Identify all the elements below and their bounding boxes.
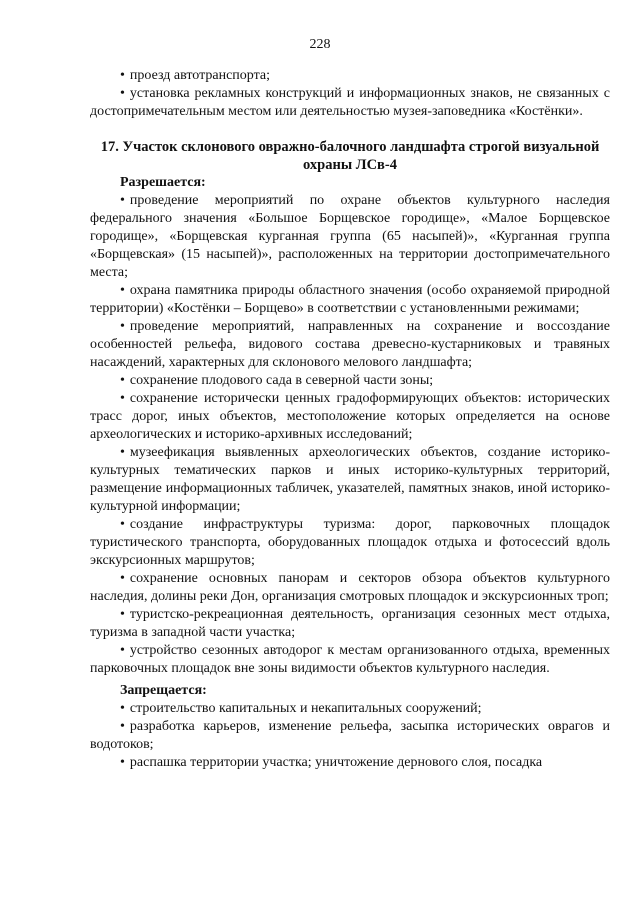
page-number: 228 [309, 37, 331, 52]
list-item-text: установка рекламных конструкций и информационных знаков, не связанных с достопримечательным местом или деятельностью музея-заповедника «Костёнки». [90, 86, 610, 119]
list-item-text: проведение мероприятий, направленных на сохранение и воссоздание особенностей рельефа, видового состава древесно-кустарниковых и травяных насаждений, характерных для склонового мелового ландшафта; [90, 319, 610, 370]
bullet-icon: • [120, 755, 125, 770]
bullet-icon: • [120, 445, 125, 460]
bullet-icon: • [120, 607, 125, 622]
forbidden-list-item [90, 700, 610, 718]
forbidden-heading: Запрещается: [120, 683, 207, 698]
forbidden-list-item [90, 754, 610, 772]
list-item-text: сохранение основных панорам и секторов обзора объектов культурного наследия, долины реки Дон, организация смотровых площадок и экскурсионных троп; [90, 571, 610, 604]
list-item-text: сохранение плодового сада в северной части зоны; [129, 373, 434, 388]
allowed-list-item [90, 372, 610, 390]
allowed-list-item [90, 642, 610, 678]
bullet-icon: • [120, 571, 125, 586]
list-item-text: разработка карьеров, изменение рельефа, засыпка исторических оврагов и водотоков; [90, 719, 610, 752]
list-item-text: устройство сезонных автодорог к местам организованного отдыха, временных парковочных площадок вне зоны видимости объектов культурного наследия. [90, 643, 610, 676]
list-item-text: проведение мероприятий по охране объектов культурного наследия федерального значения «Большое Борщевское городище», «Малое Борщевское городище», «Борщевская курганная группа (65 насыпей)», «Курганная группа «Борщевская» (15 насыпей)», расположенных на территории достопримечательного места; [90, 193, 610, 280]
bullet-icon: • [120, 68, 125, 83]
bullet-icon: • [120, 701, 125, 716]
forbidden-list-item [90, 718, 610, 754]
bullet-icon: • [120, 391, 125, 406]
page-content [90, 67, 610, 772]
allowed-heading: Разрешается: [120, 175, 206, 190]
section-title: 17. Участок склонового овражно-балочного ландшафта строгой визуальной охраны ЛСв-4 [100, 139, 600, 173]
list-item-text: музеефикация выявленных археологических объектов, создание историко-культурных тематических парков и иных историко-культурных территорий, размещение информационных табличек, указателей, памятных знаков, иной историко-культурной информации; [90, 445, 610, 514]
list-item-text: туристско-рекреационная деятельность, организация сезонных мест отдыха, туризма в западной части участка; [90, 607, 610, 640]
list-item-text: охрана памятника природы областного значения (особо охраняемой природной территории) «Костёнки – Борщево» в соответствии с установленными режимами; [90, 283, 610, 316]
list-item-text: строительство капитальных и некапитальных сооружений; [129, 701, 482, 716]
allowed-list-item [90, 390, 610, 444]
spacer [90, 121, 610, 138]
bullet-icon: • [120, 517, 125, 532]
list-item-text: сохранение исторически ценных градоформирующих объектов: исторических трасс дорог, иных объектов, местоположение которых определяется на основе археологических и историко-архивных исследований; [90, 391, 610, 442]
bullet-icon: • [120, 373, 125, 388]
allowed-list-item [90, 606, 610, 642]
bullet-icon: • [120, 719, 125, 734]
intro-list-item [90, 67, 610, 85]
allowed-list-item [90, 570, 610, 606]
allowed-list-item [90, 318, 610, 372]
bullet-icon: • [120, 193, 125, 208]
bullet-icon: • [120, 86, 125, 101]
allowed-list-item [90, 444, 610, 516]
bullet-icon: • [120, 283, 125, 298]
list-item-text: распашка территории участка; уничтожение дернового слоя, посадка [129, 755, 543, 770]
allowed-list-item [90, 192, 610, 282]
intro-list-item [90, 85, 610, 121]
bullet-icon: • [120, 319, 125, 334]
allowed-list-item [90, 516, 610, 570]
bullet-icon: • [120, 643, 125, 658]
allowed-list-item [90, 282, 610, 318]
list-item-text: создание инфраструктуры туризма: дорог, парковочных площадок туристического транспорта, оборудованных площадок отдыха и фотосессий вдоль экскурсионных маршрутов; [90, 517, 610, 568]
list-item-text: проезд автотранспорта; [129, 68, 270, 83]
